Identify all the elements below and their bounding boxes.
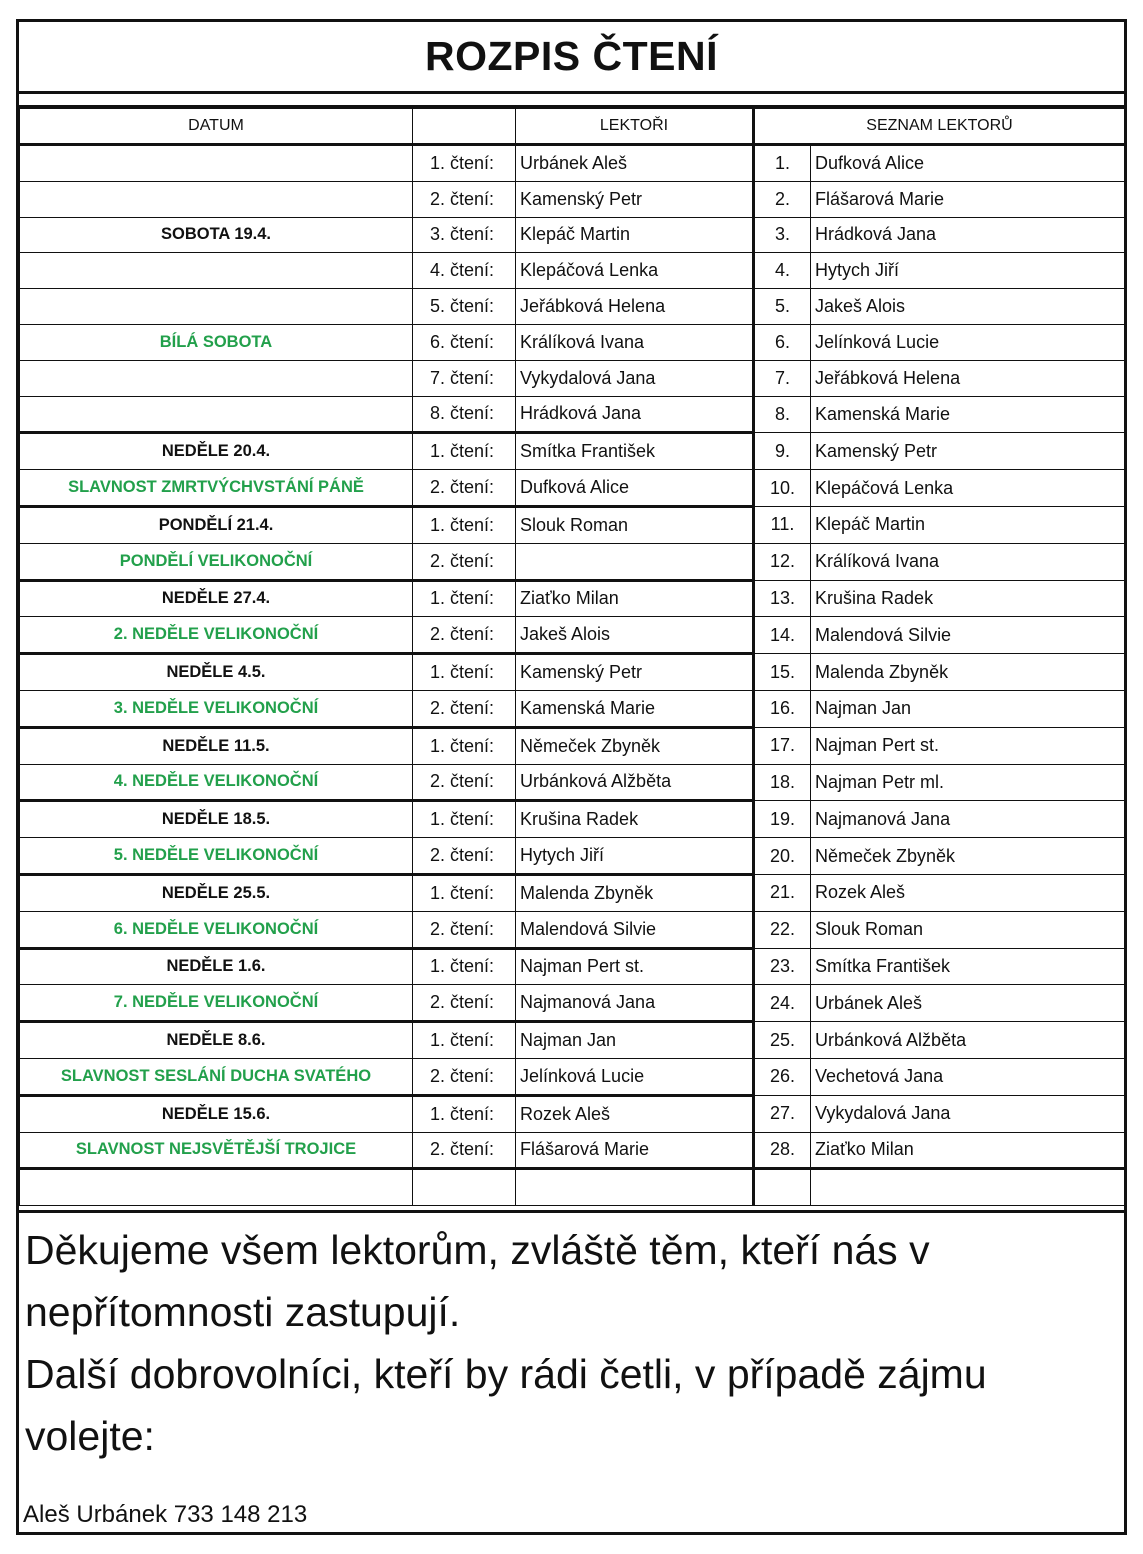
table-row (20, 617, 1125, 654)
table-row (20, 654, 1125, 691)
reading-cell (413, 1169, 516, 1206)
date-cell: NEDĚLE 15.6. (20, 1095, 413, 1132)
reading-cell: 2. čtení: (413, 911, 516, 948)
list-number-cell: 28. (754, 1132, 811, 1169)
reading-cell: 2. čtení: (413, 470, 516, 507)
reading-schedule-sheet (16, 19, 1127, 1535)
table-row (20, 764, 1125, 801)
date-cell: NEDĚLE 18.5. (20, 801, 413, 838)
lector-cell: Ziaťko Milan (516, 580, 754, 617)
date-cell: PONDĚLÍ VELIKONOČNÍ (20, 543, 413, 580)
reading-cell: 4. čtení: (413, 253, 516, 289)
list-name-cell: Smítka František (811, 948, 1125, 985)
list-name-cell: Ziaťko Milan (811, 1132, 1125, 1169)
date-cell: NEDĚLE 11.5. (20, 727, 413, 764)
date-cell: NEDĚLE 27.4. (20, 580, 413, 617)
table-row (20, 543, 1125, 580)
list-name-cell: Urbánek Aleš (811, 985, 1125, 1022)
date-cell (20, 360, 413, 396)
list-number-cell: 8. (754, 396, 811, 433)
list-number-cell: 22. (754, 911, 811, 948)
date-cell: SLAVNOST NEJSVĚTĚJŠÍ TROJICE (20, 1132, 413, 1169)
page-title: ROZPIS ČTENÍ (424, 33, 719, 79)
table-row (20, 1132, 1125, 1169)
list-name-cell: Vechetová Jana (811, 1058, 1125, 1095)
list-name-cell: Klepáč Martin (811, 506, 1125, 543)
reading-cell: 1. čtení: (413, 948, 516, 985)
date-cell (20, 396, 413, 433)
list-name-cell: Hrádková Jana (811, 217, 1125, 253)
list-name-cell: Najman Pert st. (811, 727, 1125, 764)
reading-cell: 1. čtení: (413, 801, 516, 838)
reading-cell: 1. čtení: (413, 727, 516, 764)
list-name-cell: Krušina Radek (811, 580, 1125, 617)
lector-cell: Jakeš Alois (516, 617, 754, 654)
lector-cell: Najman Jan (516, 1022, 754, 1059)
lector-cell: Jelínková Lucie (516, 1058, 754, 1095)
list-number-cell: 12. (754, 543, 811, 580)
list-number-cell: 24. (754, 985, 811, 1022)
date-cell: 3. NEDĚLE VELIKONOČNÍ (20, 690, 413, 727)
table-row (20, 690, 1125, 727)
schedule-table (19, 108, 1125, 1206)
list-name-cell: Malenda Zbyněk (811, 654, 1125, 691)
date-cell (20, 253, 413, 289)
thanks-text (25, 1219, 1115, 1467)
table-row (20, 217, 1125, 253)
reading-cell: 8. čtení: (413, 396, 516, 433)
reading-cell: 1. čtení: (413, 874, 516, 911)
footer-note (19, 1210, 1124, 1532)
table-row (20, 948, 1125, 985)
list-name-cell: Najmanová Jana (811, 801, 1125, 838)
lector-cell: Urbánek Aleš (516, 145, 754, 182)
list-number-cell: 11. (754, 506, 811, 543)
date-cell: 5. NEDĚLE VELIKONOČNÍ (20, 838, 413, 875)
list-number-cell: 1. (754, 145, 811, 182)
lector-cell: Kamenská Marie (516, 690, 754, 727)
list-number-cell: 9. (754, 433, 811, 470)
reading-cell: 3. čtení: (413, 217, 516, 253)
date-cell: NEDĚLE 4.5. (20, 654, 413, 691)
lector-cell: Jeřábková Helena (516, 289, 754, 325)
table-row (20, 727, 1125, 764)
list-name-cell: Kamenská Marie (811, 396, 1125, 433)
table-row (20, 360, 1125, 396)
list-name-cell: Rozek Aleš (811, 874, 1125, 911)
contact-info: Aleš Urbánek 733 148 213 (23, 1501, 308, 1528)
reading-cell: 5. čtení: (413, 289, 516, 325)
list-name-cell: Kamenský Petr (811, 433, 1125, 470)
table-row (20, 1095, 1125, 1132)
list-number-cell: 26. (754, 1058, 811, 1095)
table-row (20, 396, 1125, 433)
list-number-cell: 4. (754, 253, 811, 289)
lector-cell: Němeček Zbyněk (516, 727, 754, 764)
reading-cell: 2. čtení: (413, 764, 516, 801)
list-number-cell: 5. (754, 289, 811, 325)
list-number-cell: 14. (754, 617, 811, 654)
list-number-cell: 17. (754, 727, 811, 764)
lector-cell: Malendová Silvie (516, 911, 754, 948)
list-name-cell: Jeřábková Helena (811, 360, 1125, 396)
thanks-line-2: Další dobrovolníci, kteří by rádi četli, v případě zájmu volejte: (25, 1351, 987, 1459)
list-number-cell: 6. (754, 324, 811, 360)
table-row (20, 181, 1125, 217)
list-number-cell: 27. (754, 1095, 811, 1132)
table-row (20, 838, 1125, 875)
date-cell: 2. NEDĚLE VELIKONOČNÍ (20, 617, 413, 654)
reading-cell: 2. čtení: (413, 985, 516, 1022)
table-row (20, 911, 1125, 948)
reading-cell: 6. čtení: (413, 324, 516, 360)
date-cell: SOBOTA 19.4. (20, 217, 413, 253)
reading-cell: 1. čtení: (413, 1022, 516, 1059)
reading-cell: 2. čtení: (413, 690, 516, 727)
thanks-line-1: Děkujeme všem lektorům, zvláště těm, kteří nás v nepřítomnosti zastupují. (25, 1227, 930, 1335)
reading-cell: 1. čtení: (413, 433, 516, 470)
lector-cell: Králíková Ivana (516, 324, 754, 360)
list-number-cell: 20. (754, 838, 811, 875)
list-number-cell: 13. (754, 580, 811, 617)
reading-cell: 1. čtení: (413, 580, 516, 617)
date-cell: SLAVNOST SESLÁNÍ DUCHA SVATÉHO (20, 1058, 413, 1095)
list-number-cell: 23. (754, 948, 811, 985)
list-name-cell: Jakeš Alois (811, 289, 1125, 325)
lector-cell: Rozek Aleš (516, 1095, 754, 1132)
reading-cell: 2. čtení: (413, 838, 516, 875)
reading-cell: 2. čtení: (413, 617, 516, 654)
list-number-cell: 18. (754, 764, 811, 801)
lector-cell: Flášarová Marie (516, 1132, 754, 1169)
reading-cell: 2. čtení: (413, 1132, 516, 1169)
lector-cell: Kamenský Petr (516, 654, 754, 691)
reading-cell: 1. čtení: (413, 1095, 516, 1132)
date-cell (20, 1169, 413, 1206)
list-name-cell: Slouk Roman (811, 911, 1125, 948)
table-row (20, 1022, 1125, 1059)
list-name-cell: Flášarová Marie (811, 181, 1125, 217)
header-cteni (413, 109, 516, 145)
list-name-cell: Najman Jan (811, 690, 1125, 727)
table-row (20, 1058, 1125, 1095)
date-cell: 7. NEDĚLE VELIKONOČNÍ (20, 985, 413, 1022)
lector-cell (516, 543, 754, 580)
date-cell: NEDĚLE 8.6. (20, 1022, 413, 1059)
date-cell: PONDĚLÍ 21.4. (20, 506, 413, 543)
lector-cell: Slouk Roman (516, 506, 754, 543)
list-name-cell: Najman Petr ml. (811, 764, 1125, 801)
reading-cell: 1. čtení: (413, 654, 516, 691)
table-row (20, 324, 1125, 360)
date-cell: BÍLÁ SOBOTA (20, 324, 413, 360)
list-name-cell: Němeček Zbyněk (811, 838, 1125, 875)
list-name-cell: Králíková Ivana (811, 543, 1125, 580)
table-row (20, 874, 1125, 911)
lector-cell: Najmanová Jana (516, 985, 754, 1022)
table-row (20, 253, 1125, 289)
reading-cell: 7. čtení: (413, 360, 516, 396)
table-row (20, 470, 1125, 507)
table-row (20, 801, 1125, 838)
reading-cell: 1. čtení: (413, 506, 516, 543)
table-row (20, 289, 1125, 325)
lector-cell: Hrádková Jana (516, 396, 754, 433)
list-name-cell: Malendová Silvie (811, 617, 1125, 654)
list-name-cell: Vykydalová Jana (811, 1095, 1125, 1132)
date-cell: 4. NEDĚLE VELIKONOČNÍ (20, 764, 413, 801)
lector-cell: Smítka František (516, 433, 754, 470)
lector-cell: Klepáč Martin (516, 217, 754, 253)
lector-cell (516, 1169, 754, 1206)
lector-cell: Krušina Radek (516, 801, 754, 838)
date-cell: NEDĚLE 20.4. (20, 433, 413, 470)
lector-cell: Urbánková Alžběta (516, 764, 754, 801)
lector-cell: Vykydalová Jana (516, 360, 754, 396)
list-number-cell: 10. (754, 470, 811, 507)
list-number-cell: 7. (754, 360, 811, 396)
list-number-cell: 15. (754, 654, 811, 691)
table-header-row (20, 109, 1125, 145)
title-box (19, 22, 1124, 94)
table-row (20, 433, 1125, 470)
list-name-cell: Jelínková Lucie (811, 324, 1125, 360)
reading-cell: 1. čtení: (413, 145, 516, 182)
list-name-cell: Urbánková Alžběta (811, 1022, 1125, 1059)
date-cell: SLAVNOST ZMRTVÝCHVSTÁNÍ PÁNĚ (20, 470, 413, 507)
table-row (20, 985, 1125, 1022)
list-number-cell (754, 1169, 811, 1206)
lector-cell: Malenda Zbyněk (516, 874, 754, 911)
header-lektori: LEKTOŘI (516, 109, 754, 145)
reading-cell: 2. čtení: (413, 543, 516, 580)
date-cell: NEDĚLE 1.6. (20, 948, 413, 985)
list-number-cell: 3. (754, 217, 811, 253)
date-cell (20, 181, 413, 217)
list-name-cell (811, 1169, 1125, 1206)
list-name-cell: Klepáčová Lenka (811, 470, 1125, 507)
lector-cell: Klepáčová Lenka (516, 253, 754, 289)
lector-cell: Hytych Jiří (516, 838, 754, 875)
header-seznam-lektoru: SEZNAM LEKTORŮ (754, 109, 1125, 145)
list-name-cell: Hytych Jiří (811, 253, 1125, 289)
table-row (20, 580, 1125, 617)
title-divider (19, 94, 1124, 108)
list-number-cell: 2. (754, 181, 811, 217)
date-cell (20, 289, 413, 325)
lector-cell: Kamenský Petr (516, 181, 754, 217)
list-number-cell: 16. (754, 690, 811, 727)
lector-cell: Najman Pert st. (516, 948, 754, 985)
date-cell (20, 145, 413, 182)
date-cell: NEDĚLE 25.5. (20, 874, 413, 911)
date-cell: 6. NEDĚLE VELIKONOČNÍ (20, 911, 413, 948)
list-name-cell: Dufková Alice (811, 145, 1125, 182)
lector-cell: Dufková Alice (516, 470, 754, 507)
list-number-cell: 21. (754, 874, 811, 911)
header-datum: DATUM (20, 109, 413, 145)
table-row (20, 145, 1125, 182)
list-number-cell: 19. (754, 801, 811, 838)
list-number-cell: 25. (754, 1022, 811, 1059)
reading-cell: 2. čtení: (413, 1058, 516, 1095)
table-row (20, 506, 1125, 543)
reading-cell: 2. čtení: (413, 181, 516, 217)
table-row (20, 1169, 1125, 1206)
